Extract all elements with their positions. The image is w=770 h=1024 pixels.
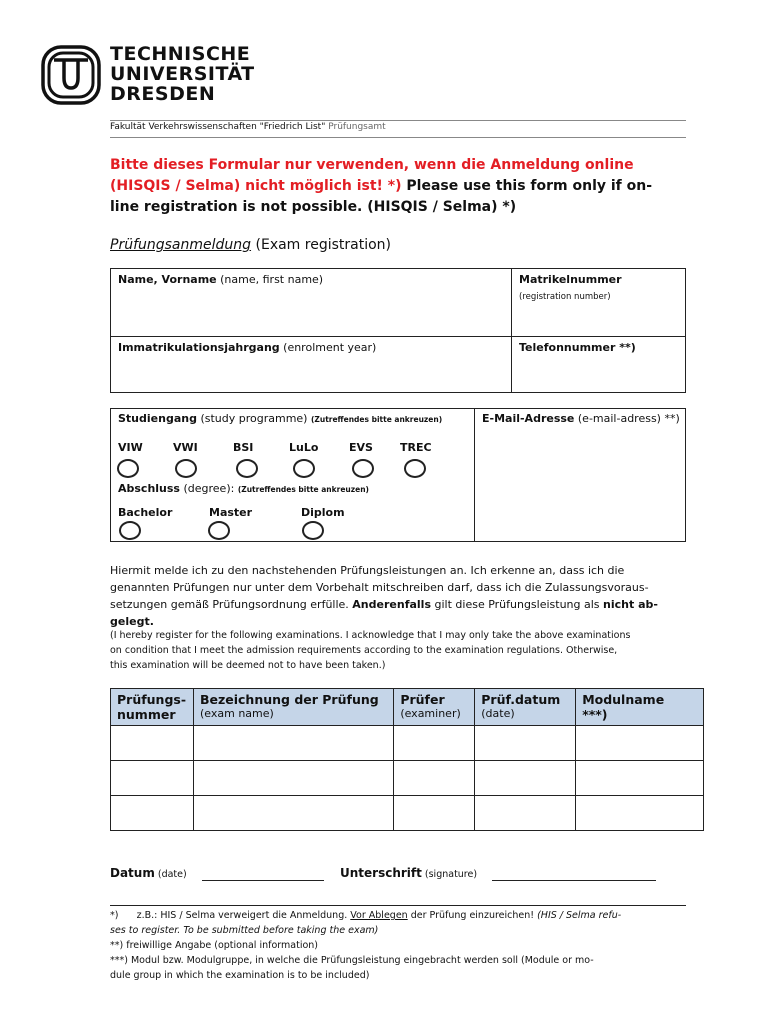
header-module-name bbox=[576, 689, 704, 726]
degree-label: Abschluss bbox=[118, 482, 180, 495]
degree-bachelor-label: Bachelor bbox=[118, 506, 173, 519]
declaration-line-2: genannten Prüfungen nur unter dem Vorbehalt mitschreiben darf, dass ich die Zulassungsvoraus- bbox=[110, 581, 649, 594]
email-label-en: (e-mail-adress) **) bbox=[574, 412, 680, 425]
cell-exam-number[interactable] bbox=[111, 796, 194, 831]
table-row bbox=[111, 726, 704, 761]
cell-exam-number[interactable] bbox=[111, 726, 194, 761]
declaration-line-3c: gilt diese Prüfungsleistung als bbox=[431, 598, 604, 611]
personal-data-box bbox=[110, 268, 686, 393]
matrikel-field[interactable] bbox=[519, 273, 622, 286]
signature-label-group bbox=[340, 866, 477, 880]
declaration-line-1: Hiermit melde ich zu den nachstehenden Prüfungsleistungen an. Ich erkenne an, dass ich die bbox=[110, 564, 625, 577]
header-examiner-en: (examiner) bbox=[400, 707, 461, 720]
checkbox-evs[interactable] bbox=[352, 459, 374, 478]
header-rule-bottom bbox=[110, 137, 686, 138]
declaration-line-3b: Anderenfalls bbox=[352, 598, 431, 611]
study-label: Studiengang bbox=[118, 412, 197, 425]
date-label: Datum bbox=[110, 866, 155, 880]
declaration-line-3d: nicht ab- bbox=[603, 598, 658, 611]
warning-red-1: Bitte dieses Formular nur verwenden, wenn die Anmeldung online bbox=[110, 157, 634, 173]
date-line[interactable] bbox=[202, 880, 324, 881]
phone-field[interactable] bbox=[519, 341, 636, 354]
personal-divider-v bbox=[511, 268, 512, 393]
header-exam-number-de2: nummer bbox=[117, 707, 176, 722]
header-examiner bbox=[394, 689, 475, 726]
footnote-1-mark: *) bbox=[110, 910, 119, 921]
signature-line[interactable] bbox=[492, 880, 656, 881]
checkbox-bsi[interactable] bbox=[236, 459, 258, 478]
programme-vwi-label: VWI bbox=[173, 441, 198, 454]
form-title-paren: ( bbox=[251, 237, 261, 253]
email-field[interactable] bbox=[482, 412, 680, 425]
logo-line-1: TECHNISCHE bbox=[110, 43, 251, 65]
immat-label: Immatrikulationsjahrgang bbox=[118, 341, 280, 354]
header-module-name-de2: ***) bbox=[582, 707, 608, 722]
tu-dresden-logo bbox=[40, 44, 260, 106]
declaration-line-3a: setzungen gemäß Prüfungsordnung erfülle. bbox=[110, 598, 353, 611]
header-exam-date-en: (date) bbox=[481, 707, 515, 720]
immat-field[interactable] bbox=[118, 341, 376, 354]
footnote-3-line-1: ***) Modul bzw. Modulgruppe, in welche die Prüfungsleistung eingebracht werden soll (Module or mo- bbox=[110, 955, 594, 966]
date-label-en: (date) bbox=[154, 869, 187, 880]
footnote-3-line-2: dule group in which the examination is to be included) bbox=[110, 970, 370, 981]
warning-notice bbox=[110, 155, 710, 218]
checkbox-bachelor[interactable] bbox=[119, 521, 141, 540]
header-exam-name-en: (exam name) bbox=[199, 707, 274, 720]
office-name: Prüfungsamt bbox=[328, 122, 386, 132]
matrikel-label-en: (registration number) bbox=[519, 292, 611, 302]
checkbox-vwi[interactable] bbox=[175, 459, 197, 478]
study-label-en: (study programme) bbox=[196, 412, 311, 425]
study-box bbox=[110, 408, 686, 542]
name-label: Name, Vorname bbox=[118, 273, 217, 286]
footnote-2: **) freiwillige Angabe (optional information) bbox=[110, 940, 319, 951]
header-exam-name-de: Bezeichnung der Prüfung bbox=[199, 692, 379, 707]
cell-examiner[interactable] bbox=[394, 796, 475, 831]
table-row bbox=[111, 761, 704, 796]
footnote-1-it2: ses to register. To be submitted before taking the exam) bbox=[110, 925, 379, 936]
cell-exam-date[interactable] bbox=[475, 796, 576, 831]
declaration-en-3: this examination will be deemed not to have been taken.) bbox=[110, 660, 386, 671]
cell-exam-date[interactable] bbox=[475, 726, 576, 761]
cell-examiner[interactable] bbox=[394, 761, 475, 796]
form-title bbox=[110, 237, 391, 253]
programme-evs-label: EVS bbox=[349, 441, 373, 454]
programme-trec-label: TREC bbox=[400, 441, 432, 454]
cell-exam-name[interactable] bbox=[193, 761, 393, 796]
phone-label: Telefonnummer **) bbox=[519, 341, 636, 354]
programme-lulo-label: LuLo bbox=[289, 441, 319, 454]
exam-table bbox=[110, 688, 704, 831]
degree-label-en: (degree): bbox=[179, 482, 238, 495]
declaration-en-2: on condition that I meet the admission requirements according to the examination regulations. Otherwise, bbox=[110, 645, 618, 656]
declaration-de bbox=[110, 562, 710, 630]
declaration-en-1: (I hereby register for the following examinations. I acknowledge that I may only take the above examinations bbox=[110, 630, 631, 641]
tu-dresden-emblem-icon bbox=[40, 44, 102, 106]
footnote-1-it1: (HIS / Selma refu- bbox=[537, 910, 622, 921]
exam-table-header bbox=[111, 689, 704, 726]
name-field[interactable] bbox=[118, 273, 323, 286]
header-exam-name bbox=[193, 689, 393, 726]
study-divider-v bbox=[474, 408, 475, 542]
logo-line-2: UNIVERSITÄT bbox=[110, 63, 255, 85]
warning-en-2: line registration is not possible. (HISQIS / Selma) *) bbox=[110, 199, 517, 215]
cell-module-name[interactable] bbox=[576, 796, 704, 831]
header-rule-top bbox=[110, 120, 686, 121]
header-examiner-de: Prüfer bbox=[400, 692, 445, 707]
checkbox-master[interactable] bbox=[208, 521, 230, 540]
form-title-de: Prüfungsanmeldung bbox=[110, 237, 252, 253]
header-module-name-de: Modulname bbox=[582, 692, 665, 707]
declaration-line-4: gelegt. bbox=[110, 615, 154, 628]
degree-hint: (Zutreffendes bitte ankreuzen) bbox=[237, 485, 369, 494]
faculty-line bbox=[110, 122, 386, 132]
footnote-1-b: der Prüfung einzureichen! bbox=[407, 910, 538, 921]
footnote-1-a: z.B.: HIS / Selma verweigert die Anmeldung. bbox=[136, 910, 351, 921]
degree-master-label: Master bbox=[209, 506, 253, 519]
warning-en-1: Please use this form only if on- bbox=[401, 178, 653, 194]
checkbox-diplom[interactable] bbox=[302, 521, 324, 540]
header-exam-date bbox=[475, 689, 576, 726]
faculty-name: Fakultät Verkehrswissenschaften "Friedrich List" bbox=[110, 122, 326, 132]
footnote-1-underline: Vor Ablegen bbox=[350, 910, 408, 921]
study-programme-heading bbox=[118, 412, 442, 425]
cell-module-name[interactable] bbox=[576, 726, 704, 761]
header-exam-date-de: Prüf.datum bbox=[481, 692, 561, 707]
checkbox-viw[interactable] bbox=[117, 459, 139, 478]
programme-viw-label: VIW bbox=[118, 441, 143, 454]
name-label-en: (name, first name) bbox=[216, 273, 324, 286]
declaration-line-3 bbox=[110, 596, 710, 613]
personal-divider-h bbox=[110, 336, 686, 337]
warning-red-2: (HISQIS / Selma) nicht möglich ist! *) bbox=[110, 178, 402, 194]
checkbox-lulo[interactable] bbox=[293, 459, 315, 478]
form-title-en: Exam registration) bbox=[260, 237, 392, 253]
cell-examiner[interactable] bbox=[394, 726, 475, 761]
signature-label: Unterschrift bbox=[340, 866, 422, 880]
cell-exam-name[interactable] bbox=[193, 796, 393, 831]
header-exam-number bbox=[111, 689, 194, 726]
degree-diplom-label: Diplom bbox=[301, 506, 345, 519]
cell-exam-number[interactable] bbox=[111, 761, 194, 796]
email-label: E-Mail-Adresse bbox=[482, 412, 575, 425]
immat-label-en: (enrolment year) bbox=[279, 341, 377, 354]
date-label-group bbox=[110, 866, 187, 880]
checkbox-trec[interactable] bbox=[404, 459, 426, 478]
footnote-1 bbox=[110, 908, 710, 923]
footnote-rule bbox=[110, 905, 686, 906]
footnotes bbox=[110, 908, 710, 983]
logo-line-3: DRESDEN bbox=[110, 83, 216, 105]
cell-exam-date[interactable] bbox=[475, 761, 576, 796]
programme-bsi-label: BSI bbox=[233, 441, 254, 454]
declaration-en bbox=[110, 628, 720, 673]
signature-label-en: (signature) bbox=[421, 869, 478, 880]
header-exam-number-de: Prüfungs- bbox=[117, 692, 187, 707]
study-hint: (Zutreffendes bitte ankreuzen) bbox=[310, 415, 443, 424]
cell-module-name[interactable] bbox=[576, 761, 704, 796]
cell-exam-name[interactable] bbox=[193, 726, 393, 761]
matrikel-label: Matrikelnummer bbox=[519, 273, 622, 286]
degree-heading bbox=[118, 482, 369, 495]
table-row bbox=[111, 796, 704, 831]
